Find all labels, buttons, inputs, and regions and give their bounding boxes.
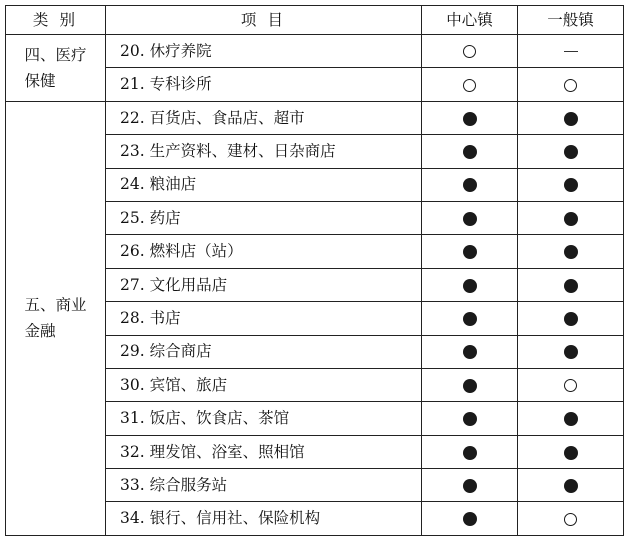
filled-circle-icon	[564, 312, 578, 326]
general-town-cell	[518, 235, 624, 268]
filled-circle-icon	[463, 245, 477, 259]
category-label	[24, 42, 86, 95]
item-cell: 23. 生产资料、建材、日杂商店	[106, 135, 422, 168]
filled-circle-icon	[564, 112, 578, 126]
filled-circle-icon	[463, 145, 477, 159]
item-cell: 20. 休疗养院	[106, 35, 422, 68]
header-general-town: 一般镇	[518, 6, 624, 35]
item-cell: 28. 书店	[106, 302, 422, 335]
filled-circle-icon	[564, 479, 578, 493]
general-town-cell	[518, 201, 624, 234]
open-circle-icon	[463, 45, 476, 58]
general-town-cell	[518, 469, 624, 502]
filled-circle-icon	[463, 178, 477, 192]
item-cell: 25. 药店	[106, 201, 422, 234]
item-cell: 30. 宾馆、旅店	[106, 368, 422, 401]
center-town-cell	[422, 502, 518, 535]
category-line: 四、医疗	[24, 45, 87, 64]
general-town-cell	[518, 435, 624, 468]
center-town-cell	[422, 469, 518, 502]
dash-icon	[564, 51, 578, 52]
center-town-cell	[422, 35, 518, 68]
item-cell: 24. 粮油店	[106, 168, 422, 201]
center-town-cell	[422, 235, 518, 268]
open-circle-icon	[463, 79, 476, 92]
item-cell: 22. 百货店、食品店、超市	[106, 101, 422, 134]
item-cell: 32. 理发馆、浴室、照相馆	[106, 435, 422, 468]
filled-circle-icon	[564, 212, 578, 226]
category-line: 五、商业	[24, 295, 87, 314]
general-town-cell	[518, 68, 624, 101]
filled-circle-icon	[463, 345, 477, 359]
filled-circle-icon	[564, 245, 578, 259]
category-cell	[6, 35, 106, 102]
category-line: 保健	[24, 71, 56, 90]
open-circle-icon	[564, 513, 577, 526]
center-town-cell	[422, 135, 518, 168]
general-town-cell	[518, 101, 624, 134]
item-cell: 29. 综合商店	[106, 335, 422, 368]
open-circle-icon	[564, 379, 577, 392]
general-town-cell	[518, 335, 624, 368]
table-body	[6, 35, 624, 536]
filled-circle-icon	[564, 412, 578, 426]
center-town-cell	[422, 68, 518, 101]
center-town-cell	[422, 201, 518, 234]
general-town-cell	[518, 502, 624, 535]
center-town-cell	[422, 435, 518, 468]
filled-circle-icon	[463, 479, 477, 493]
category-cell	[6, 101, 106, 535]
general-town-cell	[518, 268, 624, 301]
filled-circle-icon	[463, 512, 477, 526]
general-town-cell	[518, 35, 624, 68]
filled-circle-icon	[463, 279, 477, 293]
category-label	[24, 292, 86, 345]
item-cell: 21. 专科诊所	[106, 68, 422, 101]
filled-circle-icon	[463, 112, 477, 126]
item-cell: 33. 综合服务站	[106, 469, 422, 502]
item-cell: 34. 银行、信用社、保险机构	[106, 502, 422, 535]
filled-circle-icon	[463, 212, 477, 226]
item-cell: 26. 燃料店（站）	[106, 235, 422, 268]
facility-table	[5, 5, 624, 536]
filled-circle-icon	[564, 145, 578, 159]
category-line: 金融	[24, 322, 56, 341]
filled-circle-icon	[463, 412, 477, 426]
header-category: 类 别	[6, 6, 106, 35]
center-town-cell	[422, 168, 518, 201]
general-town-cell	[518, 302, 624, 335]
center-town-cell	[422, 402, 518, 435]
center-town-cell	[422, 101, 518, 134]
center-town-cell	[422, 368, 518, 401]
center-town-cell	[422, 302, 518, 335]
filled-circle-icon	[564, 279, 578, 293]
header-row	[6, 6, 624, 35]
item-cell: 27. 文化用品店	[106, 268, 422, 301]
filled-circle-icon	[564, 178, 578, 192]
general-town-cell	[518, 135, 624, 168]
filled-circle-icon	[564, 446, 578, 460]
general-town-cell	[518, 402, 624, 435]
header-item: 项 目	[106, 6, 422, 35]
item-cell: 31. 饭店、饮食店、茶馆	[106, 402, 422, 435]
filled-circle-icon	[463, 446, 477, 460]
header-center-town: 中心镇	[422, 6, 518, 35]
center-town-cell	[422, 335, 518, 368]
filled-circle-icon	[463, 312, 477, 326]
center-town-cell	[422, 268, 518, 301]
table-row	[6, 35, 624, 68]
filled-circle-icon	[564, 345, 578, 359]
general-town-cell	[518, 168, 624, 201]
table-row	[6, 101, 624, 134]
filled-circle-icon	[463, 379, 477, 393]
general-town-cell	[518, 368, 624, 401]
open-circle-icon	[564, 79, 577, 92]
